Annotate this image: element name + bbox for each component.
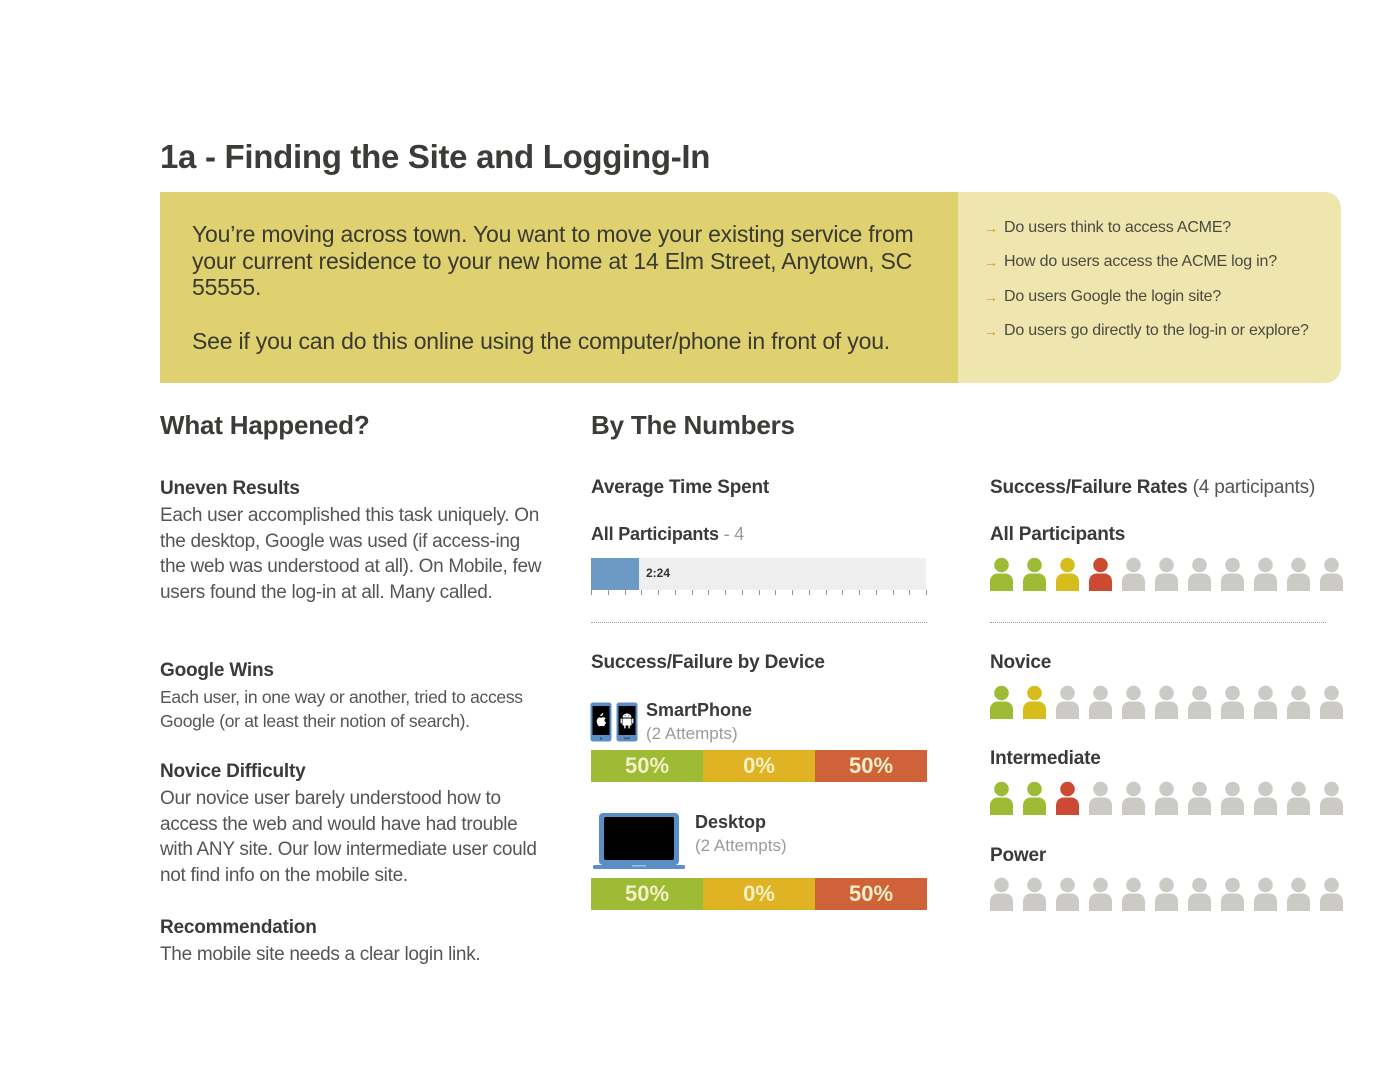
person-icon — [1122, 685, 1155, 719]
question-item: → How do users access the ACME log in? — [984, 253, 1277, 271]
person-icon — [1056, 685, 1089, 719]
laptop-icon — [592, 812, 688, 872]
finding-google-wins — [160, 659, 545, 733]
person-icon — [990, 781, 1023, 815]
page-title: 1a - Finding the Site and Logging-In — [160, 138, 711, 175]
tick-mark — [675, 590, 676, 595]
device-bar-desktop — [591, 878, 927, 910]
person-icon — [1089, 877, 1122, 911]
finding-body: Each user, in one way or another, tried to access Google (or at least their notion of search). — [160, 687, 523, 731]
finding-uneven-results — [160, 477, 545, 605]
tick-mark — [625, 590, 626, 595]
person-icon — [1056, 557, 1089, 591]
person-icon — [1023, 781, 1056, 815]
divider — [990, 622, 1326, 623]
tick-mark — [842, 590, 843, 595]
device-attempts-desktop: (2 Attempts) — [695, 836, 787, 855]
finding-title: Novice Difficulty — [160, 761, 306, 782]
person-icon — [1122, 877, 1155, 911]
finding-title: Uneven Results — [160, 478, 300, 499]
segment-success: 50% — [591, 750, 703, 782]
what-happened-heading: What Happened? — [160, 410, 370, 440]
person-icon — [1155, 685, 1188, 719]
group-label-novice: Novice — [990, 652, 1052, 673]
person-icon — [1089, 781, 1122, 815]
person-icon — [1320, 685, 1353, 719]
question-item: → Do users go directly to the log-in or explore? — [984, 321, 1309, 339]
tick-mark — [909, 590, 910, 595]
person-icon — [1089, 557, 1122, 591]
person-icon — [990, 557, 1023, 591]
arrow-right-icon: → — [984, 322, 998, 339]
tick-mark — [893, 590, 894, 595]
tick-mark — [725, 590, 726, 595]
tick-mark — [658, 590, 659, 595]
tick-mark — [708, 590, 709, 595]
person-icon — [1254, 781, 1287, 815]
person-icon — [1188, 781, 1221, 815]
arrow-right-icon: → — [984, 220, 998, 236]
person-icon — [1287, 557, 1320, 591]
group-label-all: All Participants — [990, 524, 1126, 545]
person-icon — [1221, 781, 1254, 815]
apple-phone-icon — [590, 702, 640, 742]
person-icon — [1287, 781, 1320, 815]
arrow-right-icon: → — [984, 288, 998, 305]
person-icon — [1320, 877, 1353, 911]
group-label-power: Power — [990, 845, 1047, 866]
device-name-smartphone: SmartPhone — [646, 700, 753, 720]
person-icon — [1155, 557, 1188, 591]
segment-failure: 50% — [815, 750, 927, 782]
device-attempts-smartphone: (2 Attempts) — [646, 724, 738, 743]
person-icon — [1122, 781, 1155, 815]
person-icon — [1320, 557, 1353, 591]
tick-mark — [792, 590, 793, 595]
person-icon — [1155, 781, 1188, 815]
smartphone-icons — [590, 702, 640, 742]
tick-mark — [591, 590, 592, 595]
person-icon — [1287, 877, 1320, 911]
segment-partial: 0% — [703, 750, 815, 782]
question-list — [984, 219, 1309, 356]
group-label-intermediate: Intermediate — [990, 748, 1101, 769]
person-icon — [1254, 557, 1287, 591]
finding-body: Our novice user barely understood how to access the web and would have had trouble with ANY site. Our low intermediate user could not find info on the mobile site. — [160, 788, 537, 886]
person-icon — [1254, 685, 1287, 719]
tick-mark — [742, 590, 743, 595]
person-icon — [990, 685, 1023, 719]
people-row-novice — [990, 685, 1353, 719]
by-the-numbers-heading: By The Numbers — [591, 410, 795, 440]
tick-mark — [775, 590, 776, 595]
person-icon — [1221, 685, 1254, 719]
scenario-text: You’re moving across town. You want to move your existing service from your current residence to your new home at 14 Elm Street, Anytown, SC 55555. — [192, 221, 914, 300]
tick-mark — [826, 590, 827, 595]
research-questions — [958, 192, 1341, 383]
person-icon — [1188, 877, 1221, 911]
person-icon — [1155, 877, 1188, 911]
person-icon — [1089, 685, 1122, 719]
person-icon — [1056, 877, 1089, 911]
tick-mark — [809, 590, 810, 595]
tick-mark — [641, 590, 642, 595]
time-axis-ticks — [591, 590, 927, 596]
tick-mark — [692, 590, 693, 595]
person-icon — [1188, 685, 1221, 719]
question-item: → Do users think to access ACME? — [984, 219, 1231, 236]
tick-mark — [608, 590, 609, 595]
finding-body: Each user accomplished this task uniquely. On the desktop, Google was used (if access-ing the web was understood at all). On Mobile, few users found the log-in at all. Many called. — [160, 505, 542, 603]
average-time-bar-fill — [591, 558, 639, 590]
person-icon — [990, 877, 1023, 911]
device-name-desktop: Desktop — [695, 812, 767, 832]
arrow-right-icon: → — [984, 254, 998, 271]
person-icon — [1023, 557, 1056, 591]
people-row-all — [990, 557, 1353, 591]
average-time-bar — [591, 558, 926, 590]
tick-mark — [876, 590, 877, 595]
device-bar-smartphone — [591, 750, 927, 782]
segment-success: 50% — [591, 878, 703, 910]
scenario-instruction: See if you can do this online using the computer/phone in front of you. — [192, 328, 890, 354]
person-icon — [1287, 685, 1320, 719]
person-icon — [1221, 877, 1254, 911]
success-rates-heading: Success/Failure Rates (4 participants) — [990, 477, 1316, 498]
person-icon — [1188, 557, 1221, 591]
people-row-power — [990, 877, 1353, 911]
person-icon — [1023, 877, 1056, 911]
finding-recommendation — [160, 916, 545, 968]
average-time-value: 2:24 — [646, 566, 671, 580]
people-row-intermediate — [990, 781, 1353, 815]
finding-novice-difficulty — [160, 760, 545, 888]
person-icon — [1254, 877, 1287, 911]
person-icon — [1056, 781, 1089, 815]
person-icon — [1122, 557, 1155, 591]
average-time-group: All Participants - 4 — [591, 524, 745, 544]
by-device-heading: Success/Failure by Device — [591, 652, 825, 673]
segment-failure: 50% — [815, 878, 927, 910]
tick-mark — [859, 590, 860, 595]
finding-title: Recommendation — [160, 917, 317, 938]
tick-mark — [926, 590, 927, 595]
person-icon — [1221, 557, 1254, 591]
divider — [591, 622, 927, 623]
finding-body: The mobile site needs a clear login link. — [160, 944, 481, 965]
person-icon — [1023, 685, 1056, 719]
average-time-heading: Average Time Spent — [591, 477, 770, 498]
question-item: → Do users Google the login site? — [984, 287, 1222, 305]
tick-mark — [759, 590, 760, 595]
person-icon — [1320, 781, 1353, 815]
segment-partial: 0% — [703, 878, 815, 910]
finding-title: Google Wins — [160, 660, 274, 681]
scenario-box — [160, 192, 958, 383]
